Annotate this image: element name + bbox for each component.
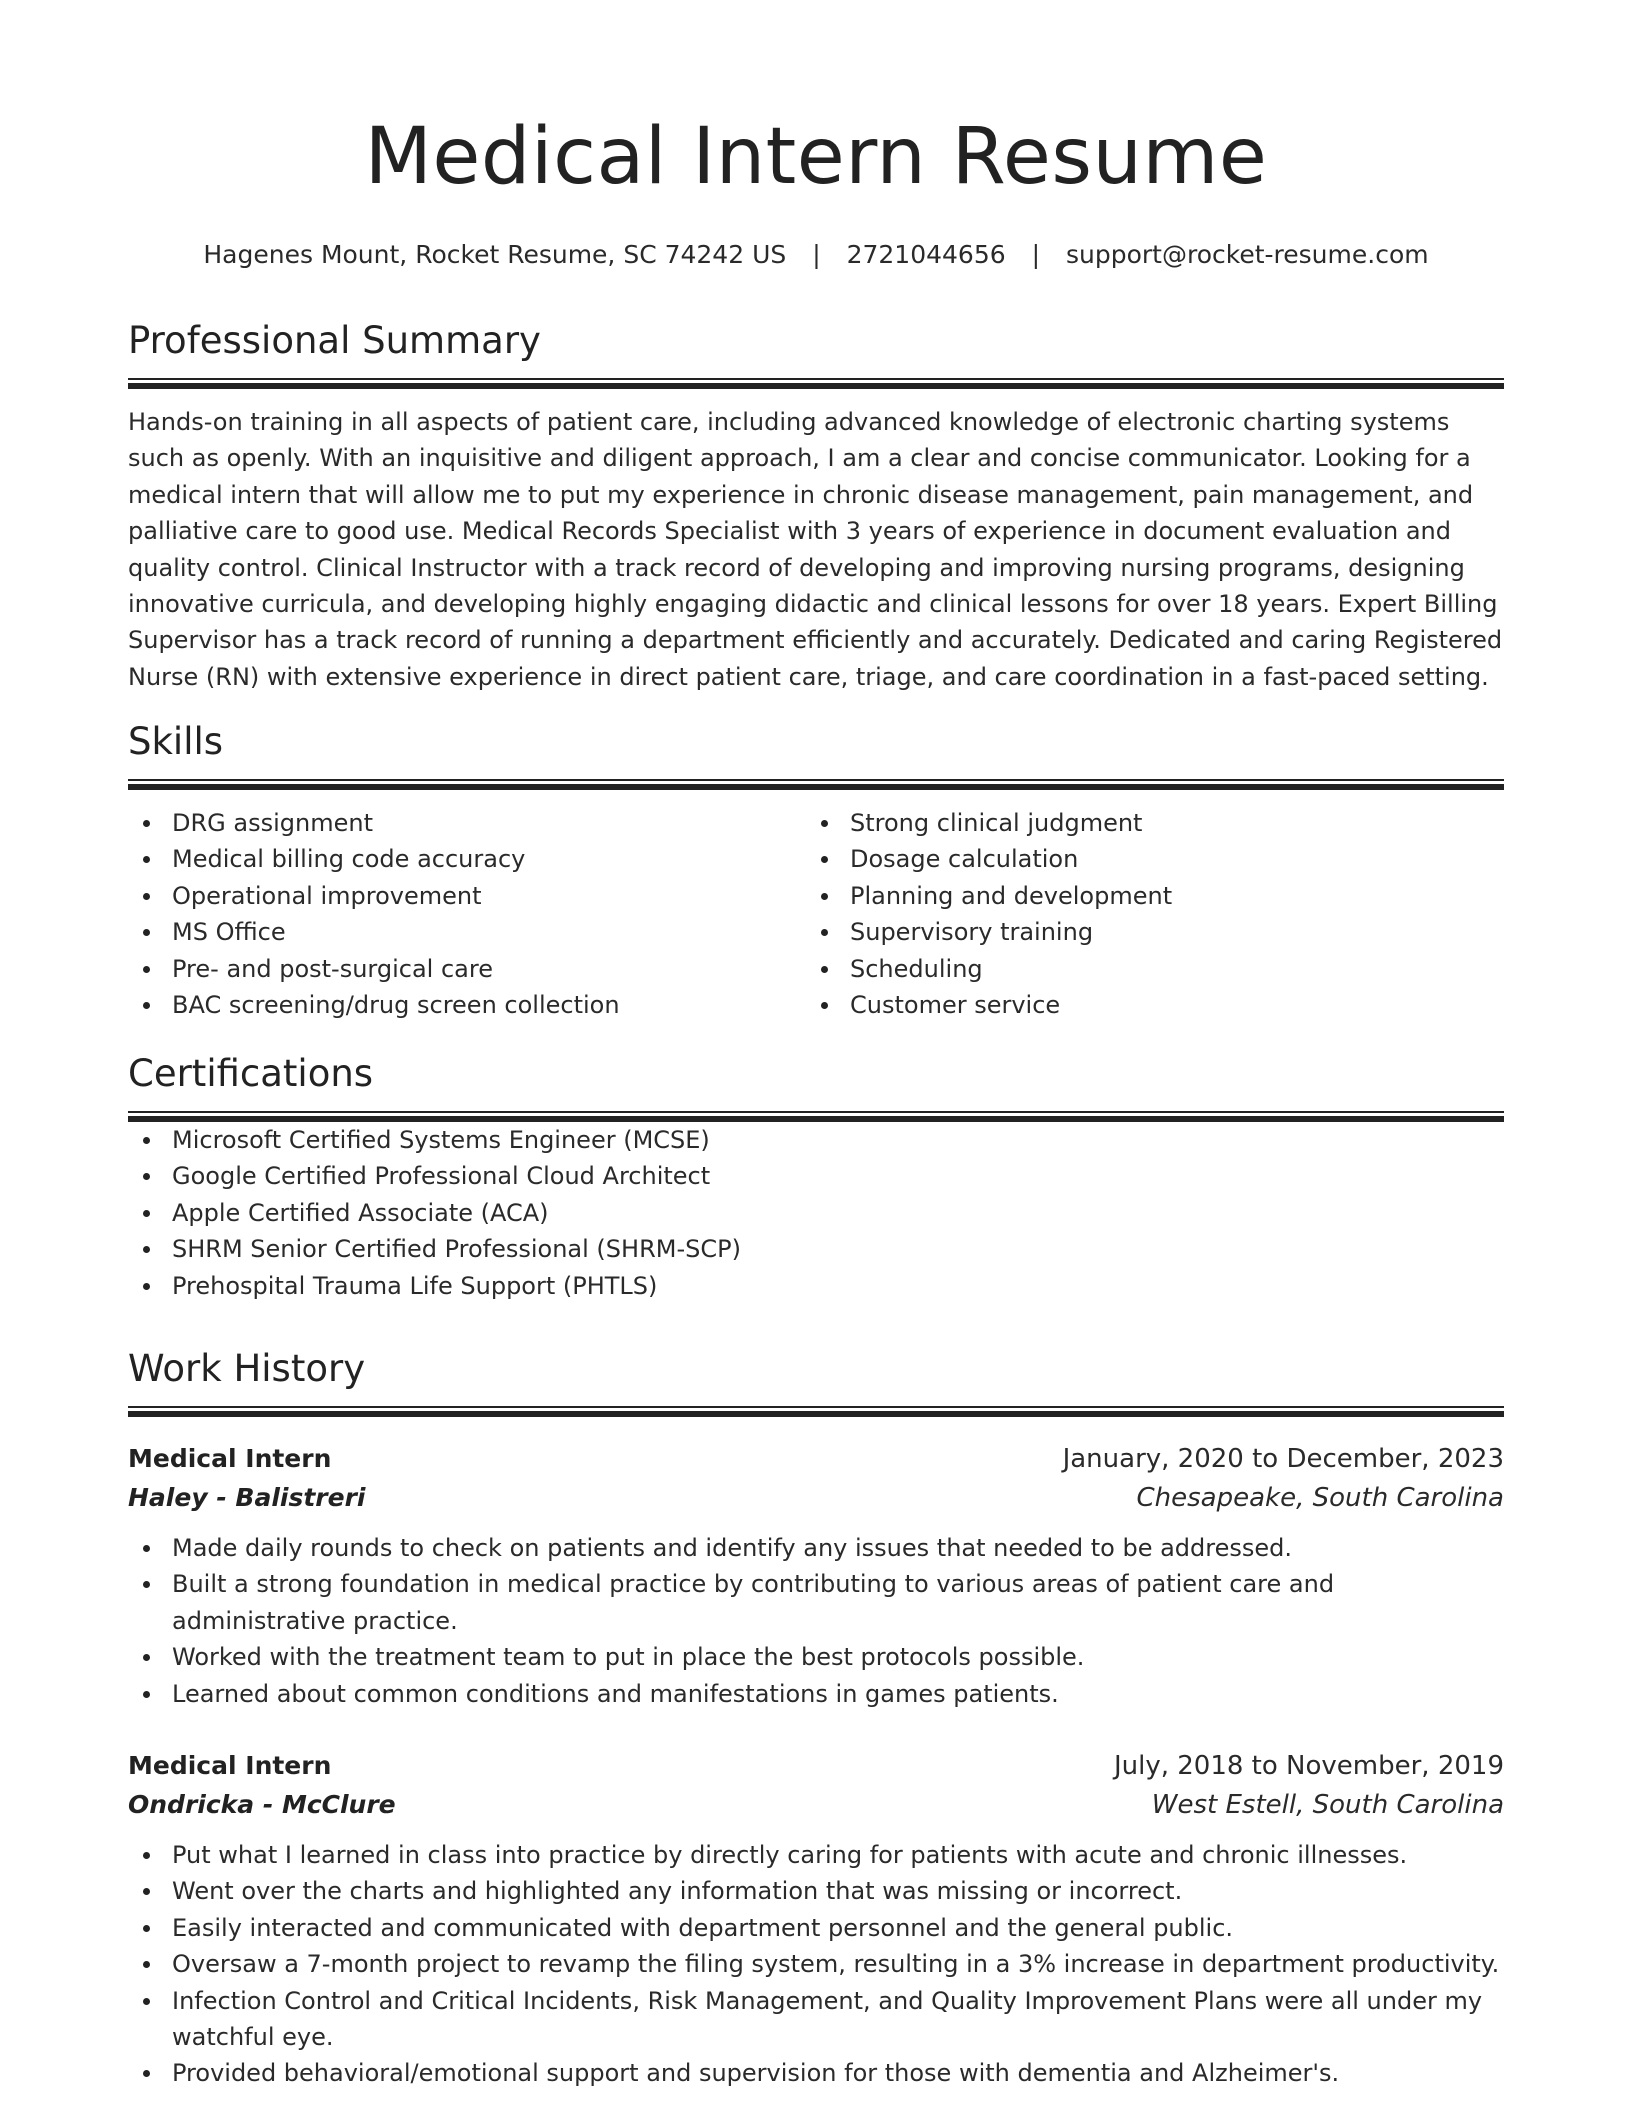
contact-separator: | [812, 240, 821, 269]
job-bullet: Provided behavioral/emotional support and supervision for those with dementia and Alzheimer's. [128, 2055, 1504, 2091]
job-bullet: Easily interacted and communicated with department personnel and the general public. [128, 1910, 1504, 1946]
section-divider [128, 378, 1504, 389]
job-bullet: Oversaw a 7-month project to revamp the filing system, resulting in a 3% increase in department productivity. [128, 1946, 1504, 1982]
job-bullets [128, 1837, 1504, 2092]
skills-columns [128, 805, 1504, 1023]
job-bullet: Built a strong foundation in medical practice by contributing to various areas of patient care and administrative practice. [128, 1566, 1504, 1639]
certification-item: Prehospital Trauma Life Support (PHTLS) [128, 1268, 1504, 1304]
skills-list-right [806, 805, 1484, 1023]
skill-item: BAC screening/drug screen collection [128, 987, 806, 1023]
job-bullet: Infection Control and Critical Incidents, Risk Management, and Quality Improvement Plans were all under my watchful eye. [128, 1983, 1504, 2056]
job-company-row [128, 1785, 1504, 1825]
skill-item: Pre- and post-surgical care [128, 951, 806, 987]
job-dates: July, 2018 to November, 2019 [1113, 1751, 1504, 1781]
job-entry [128, 1747, 1504, 2092]
contact-phone: 2721044656 [846, 240, 1006, 269]
skill-item: Strong clinical judgment [806, 805, 1484, 841]
certification-item: Apple Certified Associate (ACA) [128, 1195, 1504, 1231]
certification-item: Microsoft Certified Systems Engineer (MCSE) [128, 1122, 1504, 1158]
job-company: Ondricka - McClure [128, 1790, 396, 1819]
job-entry [128, 1440, 1504, 1712]
skill-item: Customer service [806, 987, 1484, 1023]
summary-text: Hands-on training in all aspects of patient care, including advanced knowledge of electronic charting systems such as openly. With an inquisitive and diligent approach, I am a clear and concise communicator. Looking for a medical intern that will allow me to put my experience in chronic disease management, pain management, and palliative care to good use. Medical Records Specialist with 3 years of experience in document evaluation and quality control. Clinical Instructor with a track record of developing and improving nursing programs, designing innovative curricula, and developing highly engaging didactic and clinical lessons for over 18 years. Expert Billing Supervisor has a track record of running a department efficiently and accurately. Dedicated and caring Registered Nurse (RN) with extensive experience in direct patient care, triage, and care coordination in a fast-paced setting. [128, 408, 1503, 691]
skill-item: Planning and development [806, 878, 1484, 914]
job-bullet: Went over the charts and highlighted any information that was missing or incorrect. [128, 1873, 1504, 1909]
skill-item: DRG assignment [128, 805, 806, 841]
skill-item: MS Office [128, 914, 806, 950]
section-divider [128, 779, 1504, 790]
certification-item: SHRM Senior Certified Professional (SHRM-SCP) [128, 1231, 1504, 1267]
section-title-summary: Professional Summary [128, 319, 541, 362]
contact-address: Hagenes Mount, Rocket Resume, SC 74242 US [203, 240, 787, 269]
resume-title: Medical Intern Resume [364, 112, 1268, 202]
job-title: Medical Intern [128, 1444, 332, 1473]
skill-item: Scheduling [806, 951, 1484, 987]
job-bullet: Worked with the treatment team to put in place the best protocols possible. [128, 1639, 1504, 1675]
job-bullet: Learned about common conditions and manifestations in games patients. [128, 1676, 1504, 1712]
skills-section [128, 720, 1504, 1023]
job-bullet: Made daily rounds to check on patients and identify any issues that needed to be addressed. [128, 1530, 1504, 1566]
job-title: Medical Intern [128, 1751, 332, 1780]
skills-list-left [128, 805, 806, 1023]
contact-line [128, 240, 1504, 270]
job-header-row [128, 1747, 1504, 1785]
section-title-work-history: Work History [128, 1347, 366, 1390]
certifications-list [128, 1122, 1504, 1304]
section-divider [128, 1406, 1504, 1417]
certification-item: Google Certified Professional Cloud Architect [128, 1158, 1504, 1194]
section-title-skills: Skills [128, 720, 224, 763]
contact-email: support@rocket-resume.com [1066, 240, 1429, 269]
skill-item: Supervisory training [806, 914, 1484, 950]
job-header-row [128, 1440, 1504, 1478]
work-history-section [128, 1347, 1504, 1417]
certifications-section [128, 1052, 1504, 1304]
summary-section [128, 319, 1504, 695]
section-title-certifications: Certifications [128, 1052, 374, 1095]
job-company: Haley - Balistreri [128, 1483, 366, 1512]
job-dates: January, 2020 to December, 2023 [1062, 1444, 1504, 1474]
job-company-row [128, 1478, 1504, 1518]
job-bullet: Put what I learned in class into practice by directly caring for patients with acute and chronic illnesses. [128, 1837, 1504, 1873]
job-bullets [128, 1530, 1504, 1712]
job-location: West Estell, South Carolina [1151, 1790, 1504, 1820]
job-location: Chesapeake, South Carolina [1136, 1483, 1504, 1513]
section-divider [128, 1111, 1504, 1122]
contact-separator: | [1031, 240, 1041, 269]
skill-item: Dosage calculation [806, 841, 1484, 877]
skill-item: Medical billing code accuracy [128, 841, 806, 877]
skill-item: Operational improvement [128, 878, 806, 914]
